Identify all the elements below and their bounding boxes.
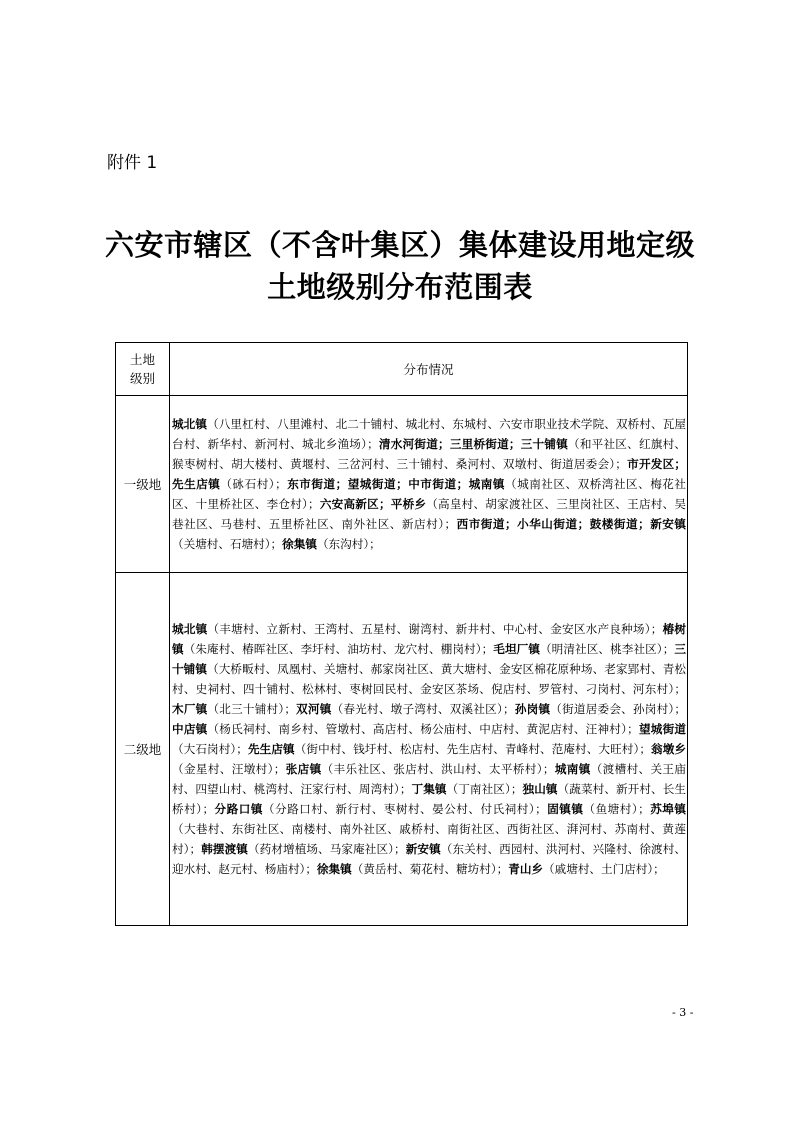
place-detail: （鱼塘村）； [583,802,650,816]
place-detail: （明清社区、桃李社区）； [540,642,675,656]
place-detail: （城南社区、双桥湾社区、梅花社区、十里桥社区、李仓村）； [172,477,686,511]
place-detail: （杨氏祠村、南乡村、管墩村、高店村、杨公庙村、中店村、黄泥店村、汪神村）； [207,722,639,736]
place-detail: （蔬菜村、新开村、长生桥村）； [172,782,686,816]
place-detail: （大巷村、东街社区、南楼村、南外社区、戚桥村、南街社区、西街社区、湃河村、苏南村、黄莲村）； [172,822,686,856]
level-cell: 二级地 [116,573,170,926]
place-name: 双河镇 [295,702,332,716]
distribution-cell [170,573,688,926]
place-detail: （关塘村、石塘村）； [172,537,283,551]
table-row [116,573,688,926]
place-detail: （丰塘村、立新村、王湾村、五星村、谢湾村、新井村、中心村、金安区水产良种场）； [207,622,663,636]
place-name: 翁墩乡 [650,742,686,756]
place-detail: （八里杠村、八里滩村、北二十铺村、城北村、东城村、六安市职业技术学院、双桥村、瓦屋台村、新华村、新河村、城北乡渔场）； [172,417,686,451]
place-detail: （戚塘村、土门店村）； [543,862,665,876]
header-level-cell [116,343,170,396]
header-level-line2: 级别 [129,371,155,386]
place-name: 椿树镇 [172,622,686,656]
attachment-label: 附件 1 [107,153,158,173]
place-detail: （高皇村、胡家渡社区、三里岗社区、王店村、吴巷社区、马巷村、五里桥社区、南外社区、新店村）； [172,497,686,531]
place-name: 城北镇 [172,622,208,636]
document-title-line2: 土地级别分布范围表 [267,270,533,304]
place-name: 固镇镇 [546,802,584,816]
place-detail: （街中村、钱圩村、松店村、先生店村、青峰村、范庵村、大旺村）； [294,742,651,756]
place-name: 中店镇 [172,722,208,736]
place-detail: （丁南社区）； [446,782,523,796]
place-detail: （春光村、墩子湾村、双溪社区）； [331,702,515,716]
land-level-table [115,342,688,926]
place-name: 孙岗镇 [514,702,551,716]
place-name: 张店镇 [285,762,322,776]
place-detail: （黄岳村、菊花村、糖坊村）； [351,862,509,876]
place-detail: （和平社区、红旗村、猴枣树村、胡大楼村、黄堰村、三岔河村、三十铺村、桑河村、双墩村、街道居委会）； [172,437,686,471]
place-detail: （东沟村）； [316,537,381,551]
place-name: 苏埠镇 [649,802,686,816]
place-detail: （药材增植场、马家庵社区）； [247,842,406,856]
table-header-row [116,343,688,396]
place-detail: （砯石村）； [220,477,287,491]
place-detail: （大桥畈村、凤凰村、关塘村、郝家岗社区、黄大塘村、金安区棉花原种场、老家郢村、青松村、史祠村、四十铺村、松林村、枣树回民村、金安区茶场、倪店村、罗管村、刁岗村、河东村）； [172,662,686,696]
table-row [116,396,688,573]
place-name: 城南镇 [554,762,591,776]
distribution-cell [170,396,688,573]
place-name: 新安镇 [405,842,441,856]
place-detail: （金星村、汪墩村）； [172,762,286,776]
place-detail: （街道居委会、孙岗村）； [550,702,686,716]
level-cell: 一级地 [116,396,170,573]
place-detail: （分路口村、新行村、枣树村、晏公村、付氏祠村）； [262,802,547,816]
place-detail: （大石岗村）； [172,742,248,756]
place-name: 毛坦厂镇 [493,642,540,656]
header-level-line1: 土地 [129,352,155,367]
place-name: 徐集镇 [316,862,352,876]
place-detail: （渡槽村、关王庙村、四望山村、桃湾村、汪家行村、周湾村）； [172,762,686,796]
place-name: 先生店镇 [247,742,295,756]
place-name: 西市街道；小华山街道；鼓楼街道；新安镇 [456,517,686,531]
page-number: - 3 - [672,1006,694,1019]
place-detail: （北三十铺村）； [207,702,296,716]
place-name: 三十铺镇 [172,642,686,676]
place-name: 青山乡 [508,862,544,876]
place-name: 望城街道 [638,722,686,736]
place-name: 分路口镇 [214,802,263,816]
place-name: 东市街道；望城街道；中市街道；城南镇 [286,477,505,491]
document-title-line1: 六安市辖区（不含叶集区）集体建设用地定级 [104,228,695,262]
place-name: 六安高新区；平桥乡 [319,497,427,511]
place-name: 丁集镇 [411,782,447,796]
place-detail: （丰乐社区、张店村、洪山村、太平桥村）； [321,762,555,776]
place-name: 韩摆渡镇 [201,842,248,856]
place-name: 独山镇 [522,782,558,796]
place-name: 城北镇 [172,417,208,431]
place-name: 市开发区；先生店镇 [172,457,686,491]
place-name: 徐集镇 [282,537,317,551]
place-name: 清水河街道；三里桥街道；三十铺镇 [378,437,569,451]
place-detail: （东关村、西园村、洪河村、兴隆村、徐渡村、迎水村、赵元村、杨庙村）； [172,842,686,876]
place-name: 木厂镇 [172,702,208,716]
place-detail: （朱庵村、椿晖社区、李圩村、油坊村、龙穴村、棚岗村）； [183,642,494,656]
header-distribution-cell: 分布情况 [170,343,688,396]
